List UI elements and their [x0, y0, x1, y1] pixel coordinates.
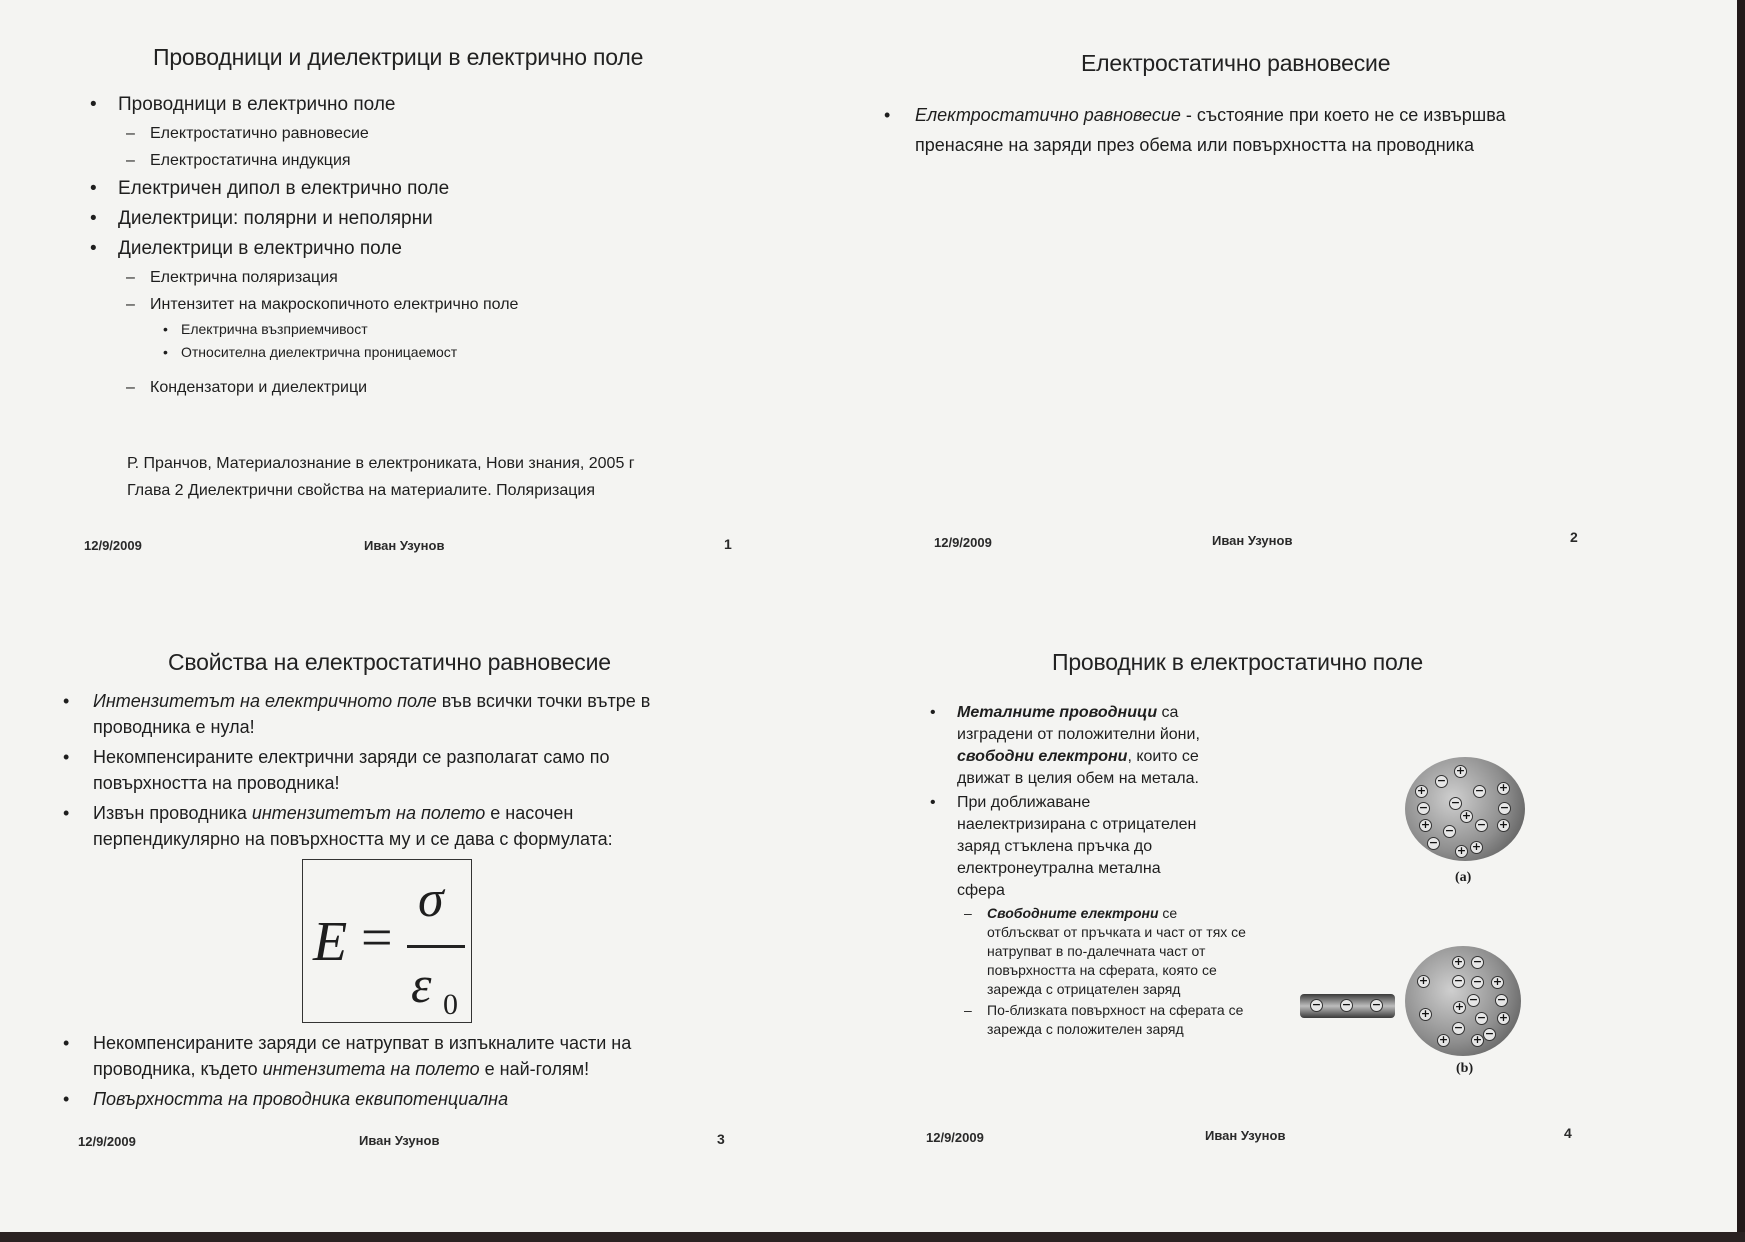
- outline-item-text: Електричен дипол в електрично поле: [118, 178, 450, 199]
- outline-item-level-2: [88, 120, 518, 147]
- positive-charge-icon: +: [1492, 975, 1503, 988]
- slide-title: Проводници и диелектрици в електрично поле: [153, 44, 644, 70]
- footer-author: Иван Узунов: [359, 1133, 440, 1148]
- bullet-list: [930, 702, 1246, 1041]
- text-run: проводника, където: [93, 1059, 263, 1079]
- bullet-icon: •: [90, 94, 97, 115]
- outline-item-text: Електрична възприемчивост: [181, 321, 368, 337]
- negative-charge-icon: −: [1371, 998, 1382, 1011]
- outline-item-level-2: [88, 374, 518, 401]
- figure-caption: (b): [1456, 1061, 1474, 1076]
- outline-item-text: Относителна диелектрична проницаемост: [181, 344, 458, 360]
- bullet-point: [60, 1030, 631, 1082]
- positive-charge-icon: +: [1471, 840, 1482, 853]
- footer-author: Иван Узунов: [1212, 533, 1293, 548]
- negative-charge-icon: −: [1472, 975, 1483, 988]
- bullet-point: [60, 744, 650, 796]
- outline-item-text: Електростатично равновесие: [150, 125, 369, 142]
- positive-charge-icon: +: [1418, 974, 1429, 987]
- negative-charge-icon: −: [1436, 774, 1447, 787]
- negative-charge-icon: −: [1453, 974, 1464, 987]
- text-run: е най-голям!: [479, 1059, 590, 1079]
- scan-border-right: [1737, 0, 1745, 1242]
- outline-item-level-3: [88, 341, 518, 364]
- text-run: перпендикулярно на повърхността му и се дава с формулата:: [93, 829, 613, 849]
- text-run: във всички точки вътре в: [436, 691, 651, 711]
- outline-item-level-1: [88, 90, 518, 120]
- emphasized-text: интензитета на полето: [262, 1059, 480, 1079]
- positive-charge-icon: +: [1498, 1011, 1509, 1024]
- definition-text: - състояние при което не се извършва пренасяне на заряди през обема или повърхността на проводника: [915, 105, 1506, 155]
- outline-item-level-2: [88, 291, 518, 318]
- outline-item-level-1: [88, 204, 518, 234]
- positive-charge-icon: +: [1453, 955, 1464, 968]
- bullet-line: [93, 1086, 631, 1112]
- outline-item-level-2: [88, 264, 518, 291]
- metal-sphere: [1405, 946, 1521, 1056]
- text-run: При доближаване наелектризирана с отрицателен заряд стъклена пръчка до електронеутрална метална сфера: [957, 794, 1197, 899]
- footer-date: 12/9/2009: [78, 1134, 136, 1149]
- bullet-icon: •: [163, 344, 168, 360]
- negative-charge-icon: −: [1444, 824, 1455, 837]
- negative-charge-icon: −: [1476, 818, 1487, 831]
- bullet-icon: •: [63, 691, 70, 711]
- footer-author: Иван Узунов: [364, 538, 445, 553]
- bullet-icon: •: [163, 321, 168, 337]
- slide-number: 3: [717, 1131, 725, 1147]
- dash-icon: –: [126, 296, 135, 313]
- negative-charge-icon: −: [1453, 1021, 1464, 1034]
- outline-list: [88, 90, 518, 401]
- outline-item-text: Електрична поляризация: [150, 269, 338, 286]
- bullet-icon: •: [90, 178, 97, 199]
- bullet-icon: •: [930, 704, 936, 721]
- bullet-icon: •: [930, 794, 936, 811]
- slide-number: 1: [724, 536, 732, 552]
- formula-lhs: E: [313, 911, 348, 973]
- bullet-list-top: [60, 688, 650, 856]
- positive-charge-icon: +: [1416, 784, 1427, 797]
- footer-date: 12/9/2009: [84, 538, 142, 553]
- footer-date: 12/9/2009: [934, 535, 992, 550]
- scan-border-bottom: [0, 1232, 1745, 1242]
- bullet-line: [93, 800, 650, 826]
- bullet-icon: •: [884, 105, 891, 125]
- bullet-line: [93, 770, 650, 796]
- slide-title: Проводник в електростатично поле: [1052, 649, 1423, 675]
- list-item-level-2: [930, 1001, 1247, 1039]
- text-run: проводника е нула!: [93, 717, 255, 737]
- text-run: се отблъскват от пръчката и част от тях се натрупват в по-далечната част от повърхността на сферата, която се зарежда с отрицателен заряд: [987, 905, 1246, 997]
- formula-subscript: 0: [443, 988, 458, 1021]
- reference-line-1: Р. Пранчов, Материалознание в електрониката, Нови знания, 2005 г: [127, 455, 635, 472]
- positive-charge-icon: +: [1420, 1007, 1431, 1020]
- bullet-icon: •: [63, 1089, 70, 1109]
- text-run: са изградени от положителни йони,: [957, 704, 1200, 743]
- bullet-icon: •: [63, 747, 70, 767]
- emphasized-term: свободни електрони: [957, 748, 1128, 765]
- text-run: Некомпенсираните електрични заряди се разполагат само по: [93, 747, 610, 767]
- negative-charge-icon: −: [1311, 998, 1322, 1011]
- slide-number: 2: [1570, 529, 1578, 545]
- bullet-point: [60, 800, 650, 852]
- bullet-line: [93, 826, 650, 852]
- text-run: е насочен: [485, 803, 574, 823]
- negative-charge-icon: −: [1428, 836, 1439, 849]
- metal-sphere: [1405, 757, 1525, 861]
- text-run: Некомпенсираните заряди се натрупват в изпъкналите части на: [93, 1033, 632, 1053]
- dash-icon: –: [126, 269, 135, 286]
- outline-item-text: Интензитет на макроскопичното електрично поле: [150, 296, 519, 313]
- bullet-icon: •: [90, 208, 97, 229]
- formula-denominator: ε: [411, 957, 432, 1014]
- negative-charge-icon: −: [1472, 955, 1483, 968]
- charged-rod: [1300, 994, 1395, 1018]
- definition-paragraph: [884, 100, 1555, 160]
- defined-term: Електростатично равновесие: [915, 105, 1181, 125]
- positive-charge-icon: +: [1461, 809, 1472, 822]
- bullet-icon: •: [90, 238, 97, 259]
- figure-caption: (a): [1455, 870, 1472, 885]
- bullet-point: [60, 688, 650, 740]
- list-item-level-1: [930, 792, 1207, 902]
- bullet-line: [93, 1030, 631, 1056]
- positive-charge-icon: +: [1420, 818, 1431, 831]
- emphasized-text: Интензитетът на електричното поле: [93, 691, 437, 711]
- dash-icon: –: [126, 379, 135, 396]
- positive-charge-icon: +: [1455, 764, 1466, 777]
- text-run: повърхността на проводника!: [93, 773, 340, 793]
- list-item-level-2: [930, 904, 1247, 999]
- positive-charge-icon: +: [1472, 1033, 1483, 1046]
- text-run: , които се движат в целия обем на метала.: [957, 748, 1199, 787]
- bullet-line: [93, 688, 650, 714]
- negative-charge-icon: −: [1496, 993, 1507, 1006]
- bullet-icon: •: [63, 1033, 70, 1053]
- negative-charge-icon: −: [1499, 801, 1510, 814]
- bullet-line: [93, 1056, 631, 1082]
- outline-item-text: Кондензатори и диелектрици: [150, 379, 368, 396]
- negative-charge-icon: −: [1341, 998, 1352, 1011]
- text-run: По-близката повърхност на сферата се зарежда с положителен заряд: [987, 1002, 1244, 1037]
- outline-item-text: Диелектрици в електрично поле: [118, 238, 402, 259]
- formula-box: [302, 859, 472, 1023]
- dash-icon: –: [126, 125, 135, 142]
- bullet-point: [60, 1086, 631, 1112]
- negative-charge-icon: −: [1418, 801, 1429, 814]
- negative-charge-icon: −: [1476, 1011, 1487, 1024]
- outline-item-text: Диелектрици: полярни и неполярни: [118, 208, 433, 229]
- bullet-icon: •: [63, 803, 70, 823]
- positive-charge-icon: +: [1438, 1033, 1449, 1046]
- list-item-level-1: [930, 702, 1207, 790]
- dash-icon: –: [126, 152, 135, 169]
- text-run: Извън проводника: [93, 803, 252, 823]
- slide-title: Свойства на електростатично равновесие: [168, 649, 611, 675]
- negative-charge-icon: −: [1450, 796, 1461, 809]
- emphasized-term: Металните проводници: [957, 704, 1158, 721]
- positive-charge-icon: +: [1454, 1000, 1465, 1013]
- slide-title: Електростатично равновесие: [1081, 50, 1391, 76]
- bullet-line: [93, 714, 650, 740]
- emphasized-term: Свободните електрони: [987, 905, 1159, 921]
- formula-numerator: σ: [418, 871, 444, 928]
- outline-item-level-1: [88, 234, 518, 264]
- dash-icon: –: [964, 1002, 972, 1018]
- bullet-line: [93, 744, 650, 770]
- negative-charge-icon: −: [1474, 784, 1485, 797]
- outline-item-level-1: [88, 174, 518, 204]
- dash-icon: –: [964, 905, 972, 921]
- outline-item-text: Електростатична индукция: [150, 152, 351, 169]
- bullet-list-bottom: [60, 1030, 631, 1116]
- outline-item-text: Проводници в електрично поле: [118, 94, 396, 115]
- negative-charge-icon: −: [1484, 1027, 1495, 1040]
- reference-line-2: Глава 2 Диелектрични свойства на материалите. Поляризация: [127, 482, 596, 499]
- slide-number: 4: [1564, 1125, 1572, 1141]
- emphasized-text: Повърхността на проводника еквипотенциална: [93, 1089, 509, 1109]
- emphasized-text: интензитетът на полето: [251, 803, 486, 823]
- fraction-bar: [407, 945, 465, 948]
- positive-charge-icon: +: [1456, 844, 1467, 857]
- positive-charge-icon: +: [1498, 818, 1509, 831]
- positive-charge-icon: +: [1498, 781, 1509, 794]
- formula-equals: =: [361, 907, 393, 969]
- footer-date: 12/9/2009: [926, 1130, 984, 1145]
- outline-item-level-2: [88, 147, 518, 174]
- negative-charge-icon: −: [1468, 993, 1479, 1006]
- footer-author: Иван Узунов: [1205, 1128, 1286, 1143]
- outline-item-level-3: [88, 318, 518, 341]
